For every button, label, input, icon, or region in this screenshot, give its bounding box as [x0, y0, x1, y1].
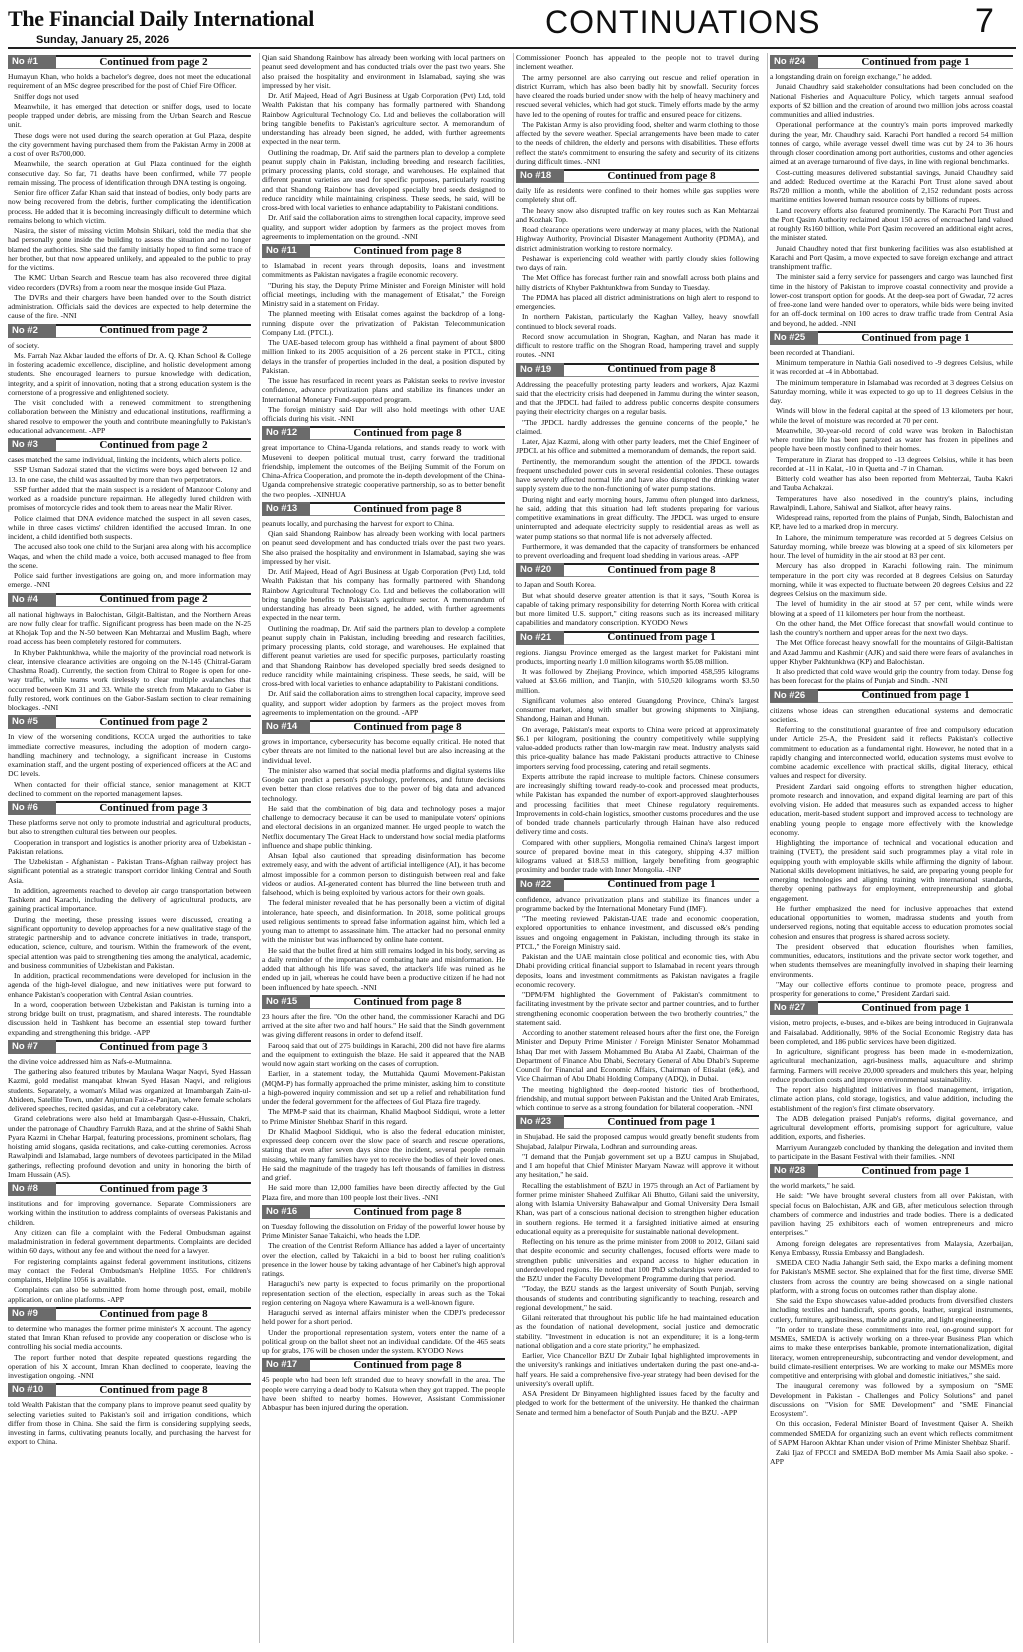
article-paragraph: Road clearance operations were underway at many places, with the National Highway Authority, Provincial Disaster Management Authority (PDMA), and district administration working to restore normalcy. [516, 225, 759, 253]
article-paragraph: Senior fire officer Zafar Khan said that instead of bodies, only body parts are now being recovered from the debris, further complicating the identification process. He added that it is becoming increasingly difficult to determine which remains belong to which victim. [8, 188, 251, 225]
continuation-number: No #16 [262, 1205, 310, 1219]
continued-from-label: Continued from page 8 [56, 1307, 251, 1321]
article-paragraph: Qian said Shandong Rainbow has already been working with local partners on peanut seed development and has conducted trials over the past two years. She also praised the hospitality and environment in Islamabad, saying she was impressed by her visit. [262, 53, 505, 90]
continuation-article [8, 438, 251, 590]
continued-from-label: Continued from page 1 [818, 55, 1013, 69]
continuation-header [516, 1115, 759, 1129]
article-paragraph: ASA President Dr Binyameen highlighted issues faced by the faculty and pledged to work for the betterment of the university. He thanked the chairman Senate and termed him a benefactor of South Punjab and the BZU. -APP [516, 1389, 759, 1417]
continuation-article [262, 244, 505, 423]
continuation-header [8, 1383, 251, 1397]
continuation-number: No #10 [8, 1383, 56, 1397]
article-paragraph: to determine who manages the former prime minister's X account. The agency stated that Imran Khan refused to provide any cooperation or disclose who is controlling his social media accounts. [8, 1323, 251, 1352]
continuation-number: No #17 [262, 1358, 310, 1372]
article-paragraph: During the meeting, these pressing issues were discussed, creating a significant opportunity to develop approaches for a new qualitative stage of the strategic partnership and to advance concrete initiatives in trade, transport, education, science, culture, and tourism. Within the framework of the event, special attention was paid to strengthening ties among the analytical, academic, and business communities of Uzbekistan and Pakistan. [8, 914, 251, 970]
article-paragraph: peanuts locally, and purchasing the harvest for export to China. [262, 518, 455, 528]
article-paragraph: Haraguchi served as internal affairs minister when the CDPJ's predecessor held power for a short period. [262, 1308, 505, 1327]
article-paragraph: Pakistan and the UAE maintain close political and economic ties, with Abu Dhabi providing critical financial support to Islamabad in recent years through deposits, loans and investment commitments as Pakistan navigates a fragile economic recovery. [516, 952, 759, 989]
column-3 [516, 53, 759, 1645]
article-paragraph: Mercury has also dropped in Karachi following rain. The minimum temperature in the port city was recorded at 8 degrees Celsius on Saturday morning, while it was expected to fluctuate between 20 degrees Celsius and 22 degrees Celsius on the maximum side. [770, 561, 1013, 598]
continued-from-label: Continued from page 1 [564, 1115, 759, 1129]
section-title: CONTINUATIONS [545, 4, 821, 40]
continuation-header [8, 438, 251, 452]
article-paragraph: Highlighting the importance of technical and vocational education and training (TVET), the president said such programmes play a vital role in equipping youth with employable skills while affirming the dignity of labour. National skills development initiatives, he said, are preparing young people for emerging technologies and aligning training with international standards, thereby opening pathways for employment, entrepreneurship and global engagement. [770, 838, 1013, 903]
article-paragraph: SSP Usman Sadozai stated that the victims were boys aged between 12 and 13. In one case, the child was assaulted by more than two perpetrators. [8, 465, 251, 484]
article-paragraph: During night and early morning hours, Jammu often plunged into darkness, he said, adding that this situation had left students preparing for various competitive examinations in great difficulty. The JPDCL was urged to ensure uninterrupted and adequate electricity supply to residential areas as well as water pump stations so that normal life is not adversely affected. [516, 494, 759, 541]
continuation-article [770, 55, 1013, 328]
continuation-number: No #9 [8, 1307, 56, 1321]
continuation-article [770, 1164, 1013, 1467]
article-paragraph: These dogs were not used during the search operation at Gul Plaza, despite the city government having purchased them from the Pakistan Army in 2008 at a cost of over Rs700,000. [8, 130, 251, 158]
continuation-article [516, 631, 759, 875]
article-paragraph: According to another statement released hours after the first one, the Foreign Minister and Deputy Prime Minister / Foreign Minister Senator Mohammad Ishaq Dar met with Jassem Mohammed Bu Ataba Al Zaabi, Chairman of the Department of Finance Abu Dhabi, Secretary General of Abu Dhabi's Supreme Council for Financial and Economic Affairs, Chairman of Etisalat (e&), and Vice Chairman of Abu Dhabi Holding Company (ADQ), in Dubai. [516, 1028, 759, 1084]
article-paragraph: Widespread rains, reported from the plains of Punjab, Sindh, Balochistan and KP, have led to a marked drop in mercury. [770, 513, 1013, 532]
article-paragraph: The heavy snow also disrupted traffic on key routes such as Kan Mehtarzai and Kozhak Top. [516, 205, 759, 224]
continuation-header [262, 244, 505, 258]
article-paragraph: The KMC Urban Search and Rescue team has also recovered three digital video recorders (DVRs) from a room near the mosque inside Gul Plaza. [8, 273, 251, 292]
article-paragraph: Ahsan Iqbal also cautioned that spreading disinformation has become extremely easy, and with the advent of artificial intelligence (AI), it has become almost impossible for a common person to distinguish between real and fake videos or audios. AI-generated content has blurred the line between truth and falsehood, which is being exploited by various actors for their own goals. [262, 851, 505, 897]
continued-from-label: Continued from page 8 [56, 1383, 251, 1397]
article-paragraph: Reflecting on his tenure as the prime minister from 2008 to 2012, Gilani said that despite economic and security challenges, focused efforts were made to strengthen public universities and expand access to higher education in underdeveloped regions. He noted that 100 PhD scholarships were awarded to the BZU under the Faculty Development Programme during that period. [516, 1237, 759, 1283]
continuation-header [516, 878, 759, 892]
continued-from-label: Continued from page 8 [310, 1205, 505, 1219]
article-paragraph: Among foreign delegates are representatives from Malaysia, Azerbaijan, Kenya Embassy, Russia Embassy and Bangladesh. [770, 1238, 1013, 1257]
continuation-article [8, 1182, 251, 1304]
article-paragraph: the divine voice addressed him as Nafs-e-Mutmainna. [8, 1056, 172, 1066]
article-paragraph: Humayun Khan, who holds a bachelor's degree, does not meet the educational requirement of an MSc degree prescribed for the post of Chief Fire Officer. [8, 72, 251, 91]
continuation-header [262, 426, 505, 440]
article-paragraph: Meanwhile, 30-year-old record of cold wave was broken in Balochistan where routine life has been paralyzed as water has frozen in pipelines and people have been mostly confined to their homes. [770, 425, 1013, 454]
continuation-number: No #27 [770, 1001, 818, 1015]
article-paragraph: He said: "We have brought several clusters from all over Pakistan, with special focus on Balochistan, AJK and GB, after meticulous selection through chambers of commerce and industries and trade bodies. There is a dedicated pavilion having 25 exhibitors each of women entrepreneurs and micro enterprises." [770, 1191, 1013, 1238]
article-paragraph: great importance to China-Uganda relations, and stands ready to work with Museveni to deepen political mutual trust, carry forward the traditional friendship, implement the outcomes of the Beijing Summit of the Forum on China-Africa Cooperation, and promote the in-depth development of the China-Uganda comprehensive strategic cooperative partnership, so as to better benefit the two peoples. -XINHUA [262, 443, 505, 499]
article-paragraph: The foreign ministry said Dar will also hold meetings with other UAE officials during his visit. -NNI [262, 404, 505, 423]
continuation-header [516, 169, 759, 183]
continuation-article [262, 1205, 505, 1356]
article-paragraph: In view of the worsening conditions, KCCA urged the authorities to take immediate corrective measures, including the adoption of modern cargo-handling machinery and technology, a significant increase in Customs examination staff, and the urgent posting of experienced officers at the AC and DC levels. [8, 732, 251, 779]
article-paragraph: He said that the bullet fired at him still remains lodged in his body, serving as a daily reminder of the importance of combating hate and misinformation. He added that although his life was saved, the attacker's life was ruined as he ended up in jail, whereas he could have been a productive citizen if he had not been influenced by hate speech. -NNI [262, 945, 505, 992]
article-paragraph: Compared with other suppliers, Mongolia remained China's largest import source of prepared bovine meat in this category, shipping 4.37 million kilograms valued at $18.53 million, largely benefiting from geographic proximity and border trade with Inner Mongolia. -INP [516, 837, 759, 875]
article-paragraph: Winds will blow in the federal capital at the speed of 13 kilometers per hour, while the level of moisture was recorded at 70 per cent. [770, 406, 1013, 425]
column-2 [262, 53, 505, 1645]
continuation-header [8, 593, 251, 607]
continued-from-label: Continued from page 2 [56, 324, 251, 338]
article-paragraph: He said more than 12,000 families have been directly affected by the Gul Plaza fire, and more than 100 people lost their lives. -NNI [262, 1183, 505, 1202]
article-paragraph: The planned meeting with Etisalat comes against the backdrop of a long-running dispute over the privatization of Pakistan Telecommunication Company Ltd. (PTCL). [262, 309, 505, 337]
continuation-number: No #14 [262, 720, 310, 734]
continuation-article [516, 878, 759, 1113]
continuation-number: No #2 [8, 324, 56, 338]
continuation-number: No #6 [8, 801, 56, 815]
continuation-header [262, 1205, 505, 1219]
continuation-article [770, 331, 1013, 686]
article-paragraph: Dr Khalid Maqbool Siddiqui, who is also the federal education minister, expressed deep concern over the slow pace of search and rescue operations, stating that even after seven days since the incident, several people remain missing, while many families have yet to receive the bodies of their loved ones. He said the magnitude of the tragedy has left thousands of families in distress and grief. [262, 1126, 505, 1182]
article-paragraph: The Pakistan Army is also providing food, shelter and warm clothing to those affected by the severe weather. Special arrangements have been made to cater to the needs of children, the elderly and persons with disabilities. These efforts reflect the state's commitment to ensuring the safety and security of its citizens during difficult times. -NNI [516, 119, 759, 166]
continuation-number: No #25 [770, 331, 818, 345]
article-paragraph: Land recovery efforts also featured prominently. The Karachi Port Trust and the Port Qasim Authority reclaimed about 150 acres of encroached land valued at roughly Rs160 billion, while Port Qasim recovered an additional eight acres, the minister stated. [770, 205, 1013, 243]
continued-from-label: Continued from page 2 [56, 715, 251, 729]
article-paragraph: Addressing the peacefully protesting party leaders and workers, Ajaz Kazmi said that the electricity crisis had deepened in Jammu during the winter season, and that the JPDCL had failed to address public concerns despite consumers paying their electricity charges on a regular basis. [516, 379, 759, 417]
continuation-number: No #1 [8, 55, 56, 69]
article-paragraph: For registering complaints against federal government institutions, citizens may contact the Federal Ombudsman's Helpline 1055. For children's complaints, Helpline 1056 is available. [8, 1256, 251, 1284]
article-paragraph: The Met Office has forecast further rain and snowfall across both plains and hilly districts of Khyber Pakhtunkhwa from Sunday to Tuesday. [516, 273, 759, 292]
page-number: 7 [975, 2, 994, 40]
article-paragraph: 23 hours after the fire. "On the other hand, the commissioner Karachi and DG arrived at the site after two and half hours." He said that the Sindh government was giving different reasons in order to defend itself. [262, 1011, 505, 1040]
continuation-header [770, 331, 1013, 345]
article-paragraph: The minimum temperature in Islamabad was recorded at 3 degrees Celsius on Saturday morning, while it was expected to go up to 11 degrees Celsius in the day. [770, 377, 1013, 405]
continuation-article [262, 502, 505, 717]
continued-from-label: Continued from page 1 [818, 689, 1013, 703]
article-paragraph: Cost-cutting measures delivered substantial savings, Junaid Chaudhry said and added: Reduced overtime at the Karachi Port Trust alone saved about Rs720 million a month, while the abolition of 2,152 redundant posts across maritime entities lowered human resource costs by billions of rupees. [770, 167, 1013, 205]
continued-from-label: Continued from page 1 [818, 1001, 1013, 1015]
article-paragraph: On average, Pakistan's meat exports to China were priced at approximately $6.1 per kilogram, positioning the country competitively while supplying value-added products rather than low-margin raw meat. Industry analysts said this price-quality balance has made Pakistani products attractive to Chinese importers serving food processing, catering and retail segments. [516, 724, 759, 771]
article-paragraph: Nasira, the sister of missing victim Mohsin Shikari, told the media that she had personally gone inside the building to assess the situation and no longer blamed the authorities. She said the family initially hoped to find some trace of her brother, but that now appeared unlikely, and appealed to the public to pray for the victims. [8, 226, 251, 272]
continuation-number: No #3 [8, 438, 56, 452]
article-paragraph: But what should deserve greater attention is that it says, "South Korea is capable of taking primary responsibility for deterring North Korea with critical but more limited U.S. support," citing reasons such as its increased military capabilities and mandatory conscription. KYODO News [516, 590, 759, 628]
continued-from-label: Continued from page 2 [56, 593, 251, 607]
article-paragraph: of society. [8, 340, 40, 350]
continued-from-label: Continued from page 1 [564, 878, 759, 892]
article-paragraph: In northern Pakistan, particularly the Kaghan Valley, heavy snowfall continued to block several roads. [516, 312, 759, 331]
continuation-header [8, 801, 251, 815]
article-paragraph: Marriyum Aurangzeb concluded by thanking the delegation and invited them to participate in the Basant Festival with their families. -NNI [770, 1142, 1013, 1161]
article-paragraph: Qian said Shandong Rainbow has already been working with local partners on peanut seed development and has conducted trials over the past two years. She also praised the hospitality and environment in Islamabad, saying she was impressed by her visit. [262, 529, 505, 566]
continuation-number: No #19 [516, 363, 564, 377]
continuation-number: No #15 [262, 995, 310, 1009]
newspaper-title: The Financial Daily International [8, 6, 315, 31]
article-paragraph: "The meeting reviewed Pakistan-UAE trade and economic cooperation, explored opportunities to enhance investment, and discussed e&'s pending issues and ongoing engagement in Pakistan, including through its stake in PTCL," the Foreign Ministry said. [516, 914, 759, 951]
masthead-rule [8, 47, 1016, 49]
article-paragraph: "The JPDCL hardly addresses the genuine concerns of the people," he claimed. [516, 417, 759, 436]
continuation-header [8, 715, 251, 729]
article-paragraph: The federal minister revealed that he has personally been a victim of digital intolerance, hate speech, and disinformation. In 2018, some political groups used religious sentiments to spread false information against him, which led a young man to attempt to assassinate him. The attacker had no personal enmity with the minister but was influenced by online hate content. [262, 898, 505, 945]
article-paragraph: Gilani reiterated that throughout his public life he had maintained education as the foundation of national development, social justice and democratic stability. "Investment in education is not an expenditure; it is a long-term national obligation and a core state priority," he emphasized. [516, 1313, 759, 1350]
continued-from-label: Continued from page 1 [564, 631, 759, 645]
article-paragraph: a longstanding drain on foreign exchange," he added. [770, 72, 932, 81]
article-paragraph: Later, Ajaz Kazmi, along with other party leaders, met the Chief Engineer of JPDCL at his office and submitted a memorandum of demands, the report said. [516, 437, 759, 456]
article-paragraph: The Uzbekistan - Afghanistan - Pakistan Trans-Afghan railway project has significant potential as a strategic transport corridor linking Central and South Asia. [8, 857, 251, 885]
article-paragraph: The gathering also featured tributes by Maulana Waqar Naqvi, Syed Hassan Kazmi, gold medalist manqabat khwan Syed Hasan Naqvi, and religious students. Separately, a woman's Milad was organized at Imambargah Zain-ul-Abideen, Satellite Town, under Anjuman Faiz-e-Panjtan, where female scholars delivered speeches, recited qasidas, and cut a celebratory cake. [8, 1067, 251, 1113]
continuation-article [8, 801, 251, 1037]
article-paragraph: The visit concluded with a renewed commitment to strengthening collaboration between the Ministry and educational institutions, reaffirming a shared resolve to empower the youth and contribute meaningfully to Pakistan's educational advancement. -APP [8, 398, 251, 435]
continuation-number: No #20 [516, 563, 564, 577]
continuation-number: No #23 [516, 1115, 564, 1129]
article-paragraph: It also predicted that cold wave would grip the country from today. Dense fog has been forecast for the plains of Punjab and Sindh. -NNI [770, 667, 1013, 686]
article-paragraph: Zaki Ijaz of FPCCI and SMEDA BoD member Ms Amia Saail also spoke. -APP [770, 1448, 1013, 1467]
continuation-header [8, 324, 251, 338]
continuation-number: No #4 [8, 593, 56, 607]
continuation-header [516, 563, 759, 577]
article-paragraph: "During his stay, the Deputy Prime Minister and Foreign Minister will hold official meetings, including with the management of Etisalat," the Foreign Ministry said in a statement on Friday. [262, 280, 505, 308]
continuation-header [262, 1358, 505, 1372]
article-paragraph: Record snow accumulation in Shogran, Kaghan, and Naran has made it difficult to restore traffic on the Shogran Road, hampering travel and supply routes. -NNI [516, 331, 759, 360]
article-paragraph: to Japan and South Korea. [516, 580, 596, 590]
article-paragraph: Pertinently, the memorandum sought the attention of the JPDCL towards frequent unscheduled power cuts in several residential colonies. These outages have severely affected normal life and have also disrupted the drinking water supply system due to the non-functioning of water pump stations. [516, 456, 759, 494]
article-paragraph: On this occasion, Federal Minister Board of Investment Qaiser A. Sheikh commended SMEDA for organizing such an event which reflects commitment of SAPM Haroon Akhtar Khan under vision of Prime Minister Shehbaz Sharif. [770, 1419, 1013, 1447]
continuation-number: No #13 [262, 502, 310, 516]
continuation-header [8, 1182, 251, 1196]
column-4 [770, 53, 1013, 1645]
article-paragraph: Operational performance at the country's main ports improved markedly during the year, Mr. Chaudhry said. Karachi Port handled a record 54 million tonnes of cargo, while average vessel dwell time was cut by 24 to 36 hours through closer coordination among port authorities, customs and other agencies aimed at an average turnaround of five days, in line with regional benchmarks. [770, 120, 1013, 167]
article-paragraph: Meanwhile, it has emerged that detection or sniffer dogs, used to locate people trapped under debris, are missing from the Urban Search and Rescue unit. [8, 101, 251, 130]
article-paragraph: Dr. Atif said the collaboration aims to strengthen local capacity, improve seed quality, and support wider adoption by farmers as the project moves from agreements to implementation on the ground. -APP [262, 689, 505, 717]
article-paragraph: The issue has resurfaced in recent years as Pakistan seeks to revive investor confidence, advance privatization plans and stabilize its finances under an International Monetary Fund-supported program. [262, 376, 505, 404]
article-paragraph: Farooq said that out of 275 buildings in Karachi, 200 did not have fire alarms and the equipment to extinguish the blaze. He said it appeared that the NAB would now again start working on the cases of corruption. [262, 1040, 505, 1068]
article-paragraph: Cooperation in transport and logistics is another priority area of Uzbekistan - Pakistan relations. [8, 837, 251, 856]
continuation-header [262, 502, 505, 516]
continuation-article [516, 1115, 759, 1417]
continuation-number: No #24 [770, 55, 818, 69]
column-1 [8, 53, 251, 1645]
article-paragraph: The Met Office forecast heavy snowfall for the mountains of Gilgit-Baltistan and Azad Jammu and Kashmir (AJK) and said there were fears of avalanches in upper Khyber Pakhtunkhwa (KP) and Balochistan. [770, 638, 1013, 666]
continuation-article [516, 53, 759, 166]
continuation-header [516, 363, 759, 377]
continued-from-label: Continued from page 8 [310, 244, 505, 258]
continuation-header [516, 631, 759, 645]
article-paragraph: The inaugural ceremony was followed by a symposium on "SME Development in Pakistan - Challenges and Policy Solutions" and panel discussions on "Vision for SME Development" and "SME Financial Ecosystem". [770, 1381, 1013, 1418]
article-paragraph: Recalling the establishment of BZU in 1975 through an Act of Parliament by former prime minister Shaheed Zulfikar Ali Bhutto, Gilani said the university, along with Islamia University Bahawalpur and Gomal University Dera Ismail Khan, was part of a conscious national decision to strengthen higher education in southern regions. He termed it a farsighted initiative aimed at ensuring educational equity as a prerequisite for sustainable national development. [516, 1180, 759, 1236]
article-paragraph: Earlier, in a statement today, the Muttahida Qaumi Movement-Pakistan (MQM-P) has formally approached the prime minister, asking him to constitute a high-powered inquiry commission and set up a relief and rehabilitation fund under the federal government for the affectees of Gul Plaza fire tragedy. [262, 1069, 505, 1106]
article-paragraph: institutions and for improving governance. Separate Commissioners are working within the institution to address complaints of overseas Pakistanis and children. [8, 1199, 251, 1227]
article-paragraph: Sniffer dogs not used [14, 91, 79, 101]
continued-from-label: Continued from page 8 [310, 720, 505, 734]
article-paragraph: Grand celebrations were also held at Imambargah Qasr-e-Hussain, Chakri, under the patronage of Chaudhry Farrukh Raza, and at the shrine of Sakhi Shah Pyara Kazmi in Chehar Harpal, featuring processions, prominent scholars, flag hoisting amid slogans, qasida recitations, and cake-cutting ceremonies. Across Rawalpindi and Islamabad, large numbers of devotees participated in the Milad gatherings, reflecting profound devotion and unity in honoring the birth of Imam Hussain (AS). [8, 1114, 251, 1179]
article-paragraph: In agriculture, significant progress has been made in e-modernization, agricultural mechanization, agri-business malls, aquaculture and shrimp farming. Farmers will receive 20,000 spreaders and mulchers this year, helping reduce production costs and improve environmental sustainability. [770, 1047, 1013, 1084]
article-paragraph: The report further noted that despite repeated questions regarding the operation of his X account, Imran Khan declined to cooperate, leaving the investigation ongoing. -NNI [8, 1352, 251, 1380]
article-paragraph: regions. Jiangsu Province emerged as the largest market for Pakistani mint products, importing nearly 1.0 million kilograms worth $5.08 million. [516, 647, 759, 666]
article-paragraph: The army personnel are also carrying out rescue and relief operation in district Kurram, which has also been badly hit by snowfall. Security forces have cleared the roads buried under snow with the help of heavy machinery and rescued several vehicles, which had got stuck. Timely efforts made by the army have led to the opening of routes for traffic and ensured peace for citizens. [516, 72, 759, 119]
article-paragraph: The MPM-P said that its chairman, Khalid Maqbool Siddiqui, wrote a letter to Prime Minister Shehbaz Sharif in this regard. [262, 1107, 505, 1126]
article-paragraph: Minimum temperature in Nathia Gali nosedived to -9 degrees Celsius, while it was recorded at -4 in Abbottabad. [770, 358, 1013, 377]
article-paragraph: The meeting highlighted the deep-rooted historic ties of brotherhood, friendship, and mutual support between Pakistan and the United Arab Emirates, which continue to serve as a strong foundation for bilateral cooperation. -NNI [516, 1084, 759, 1112]
article-paragraph: The UAE-based telecom group has withheld a final payment of about $800 million linked to its 2005 acquisition of a 26 percent stake in PTCL, citing delays in the transfer of properties included in the deal, a position disputed by Pakistan. [262, 338, 505, 375]
article-paragraph: SSP further added that the main suspect is a resident of Manzoor Colony and worked as a roadside puncture repairman. He allegedly lured children with promises of motorcycle rides and took them to areas near the Malir River. [8, 484, 251, 513]
article-paragraph: These platforms serve not only to promote industrial and agricultural products, but also to strengthen cultural ties between our peoples. [8, 818, 251, 837]
continued-from-label: Continued from page 8 [310, 995, 505, 1009]
continuation-number: No #21 [516, 631, 564, 645]
article-paragraph: Commissioner Poonch has appealed to the people not to travel during inclement weather. [516, 53, 759, 72]
continuation-article [770, 1001, 1013, 1161]
continuation-header [262, 720, 505, 734]
article-paragraph: "I demand that the Punjab government set up a BZU campus in Shujabad, and I am hopeful that Chief Minister Maryam Nawaz will approve it without any hesitation," he said. [516, 1151, 759, 1180]
continuation-number: No #5 [8, 715, 56, 729]
article-paragraph: "DPM/FM highlighted the Government of Pakistan's commitment to facilitating investment by the private sector and partner countries, and to further strengthening economic cooperation between the two brotherly countries," the statement said. [516, 990, 759, 1027]
article-paragraph: to Islamabad in recent years through deposits, loans and investment commitments as Pakistan navigates a fragile economic recovery. [262, 261, 505, 280]
article-paragraph: in Shujabad. He said the proposed campus would greatly benefit students from Shujabad, Jalalpur Pirwala, Lodhran and surrounding areas. [516, 1132, 759, 1151]
article-paragraph: Complaints can also be submitted from home through post, email, mobile application, or online platforms. -APP [8, 1285, 251, 1304]
continuation-article [262, 995, 505, 1202]
continuation-header [770, 55, 1013, 69]
continuation-article [516, 169, 759, 360]
continuation-header [8, 1307, 251, 1321]
article-paragraph: When contacted for their official stance, senior management at KICT declined to comment on the reported management lapses. [8, 779, 251, 798]
continuation-article [8, 715, 251, 798]
continuation-article [8, 593, 251, 713]
continued-from-label: Continued from page 1 [818, 331, 1013, 345]
article-paragraph: citizens whose ideas can strengthen educational systems and democratic societies. [770, 705, 1013, 724]
article-paragraph: The DVRs and their chargers have been handed over to the South district administration. Officials said the devices are expected to help determine the cause of the fire. -NNI [8, 292, 251, 321]
article-paragraph: In addition, agreements reached to develop air cargo transportation between Tashkent and Karachi, including the delivery of agricultural products, are gaining practical importance. [8, 885, 251, 914]
article-paragraph: 45 people who had been left stranded due to heavy snowfall in the area. The people were carrying a dead body to Kalsuta when they got trapped. The people have been shifted to nearby homes. However, Assistant Commissioner Abbaspur has been injured during the operation. [262, 1375, 505, 1412]
article-paragraph: In Lahore, the minimum temperature was recorded at 5 degrees Celsius on Saturday morning, while breeze was blowing at a speed of six kilometers per hour. The level of humidity in the air stood at 83 per cent. [770, 532, 1013, 560]
article-paragraph: Furthermore, it was demanded that the capacity of transformers be enhanced to prevent overloading and frequent load shedding in various areas. -APP [516, 541, 759, 560]
continuation-header [770, 1001, 1013, 1015]
article-paragraph: daily life as residents were confined to their homes while gas supplies were completely shut off. [516, 186, 759, 205]
article-paragraph: Significant volumes also entered Guangdong Province, China's largest consumer market, along with smaller but growing shipments to Xinjiang, Shandong, Hainan and Hunan. [516, 695, 759, 724]
continuation-header [770, 1164, 1013, 1178]
article-paragraph: cases matched the same individual, linking the incidents, which alerts police. [8, 455, 242, 464]
article-paragraph: He further emphasized the need for inclusive approaches that extend educational opportunities to women, madrassa students and youth from underserved regions, noting that equitable access to education promotes social cohesion and ensures that progress is shared across society. [770, 903, 1013, 941]
article-paragraph: Earlier, Vice Chancellor BZU Dr Zubair Iqbal highlighted improvements in the university's rankings and initiatives undertaken during the past one-and-a-half years. He said a comprehensive five-year strategy had been devised for the university's overall uplift. [516, 1351, 759, 1388]
article-paragraph: It was followed by Zhejiang Province, which imported 458,595 kilograms valued at $3.66 million, and Tianjin, with 510,520 kilograms worth $3.50 million. [516, 667, 759, 695]
article-paragraph: Dr. Atif said the collaboration aims to strengthen local capacity, improve seed quality, and support wider adoption by farmers as the project moves from agreements to implementation on the ground. -NNI [262, 213, 505, 241]
article-paragraph: Peshawar is experiencing cold weather with partly cloudy skies following two days of rain. [516, 253, 759, 272]
continuation-number: No #8 [8, 1182, 56, 1196]
continuation-number: No #28 [770, 1164, 818, 1178]
continuation-article [8, 1307, 251, 1381]
article-paragraph: Haraguchi's new party is expected to focus primarily on the proportional representation section of the election, especially in areas such as the Tokai region centering on Nagoya where Kawamura is a well-known figure. [262, 1279, 505, 1307]
article-paragraph: The minister said a ferry service for passengers and cargo was launched first time in the history of Pakistan to improve coastal connectivity and provide a lower-cost transport option for goods. At the deep-sea port of Gwadar, 72 acres of free-zone land were handed over to operators, while bids were being invited for an off-dock terminal on 100 acres to draw traffic trade from Central Asia and beyond, he added. -NNI [770, 272, 1013, 328]
continuation-article [8, 324, 251, 436]
article-paragraph: In Khyber Pakhtunkhwa, while the majority of the provincial road network is clear, intensive clearance activities are ongoing on the N-145 (Chitral-Garam Chashma Road). Currently, the section from Chitral to Rogee is open for one-way traffic, while teams work tirelessly to clear multiple avalanches that occurred between Km 31 and 33. While the stretch from Makardu to Gaber is fully restored, work continues on the Gabor-Saslam section to clear remaining blockages. -NNI [8, 647, 251, 712]
article-paragraph: The level of humidity in the air stood at 57 per cent, while winds were blowing at a speed of 11 kilometers per hour from the northeast. [770, 599, 1013, 618]
article-paragraph: "May our collective efforts continue to promote peace, progress and prosperity for generations to come," President Zardari said. [770, 979, 1013, 998]
continued-from-label: Continued from page 2 [56, 438, 251, 452]
continued-from-label: Continued from page 3 [56, 801, 251, 815]
article-paragraph: In addition, practical recommendations were developed for inclusion in the agenda of the high-level dialogue, and new initiatives were put forward to enhance Pakistan's cooperation with Central Asian countries. [8, 971, 251, 999]
article-paragraph: on Tuesday following the dissolution on Friday of the powerful lower house by Prime Minister Sanae Takaichi, who heads the LDP. [262, 1221, 505, 1240]
article-paragraph: Experts attribute the rapid increase to multiple factors. Chinese consumers are increasingly shifting toward ready-to-cook and processed meat products, while Pakistan has expanded the number of export-approved slaughterhouses and processing facilities that meet Chinese regulatory requirements. Improvements in cold-chain logistics, smoother customs procedures and the use of bonded trade channels particularly through Hainan have also reduced delivery time and costs. [516, 771, 759, 837]
article-paragraph: In a word, cooperation between Uzbekistan and Pakistan is turning into a strong bridge built on trust, pragmatism, and shared interests. The roundtable discussion held in Tashkent has become an essential step toward further expanding and strengthening this bridge. -APP [8, 999, 251, 1037]
continued-from-label: Continued from page 2 [56, 55, 251, 69]
continuation-article [8, 1040, 251, 1179]
continuation-number: No #22 [516, 878, 564, 892]
article-paragraph: Bitterly cold weather has also been reported from Mehterzai, Tauba Kakri and Tauba Achakzai. [770, 474, 1013, 493]
continuation-header [770, 689, 1013, 703]
article-paragraph: She said the Expo showcases value-added products from diversified clusters including textiles and handicraft, sports goods, leather, surgical instruments, cutlery, furniture, agribusiness, marble and granite, and light engineering. [770, 1296, 1013, 1324]
article-paragraph: Dr. Atif Majeed, Head of Agri Business at Ugab Corporation (Pvt) Ltd, told Wealth Pakistan that his company has formally partnered with Shandong Rainbow Agricultural Technology Co. Ltd and believes the collaboration will bring tangible benefits to Pakistan's agriculture sector. A memorandum of understanding has already been signed, he added, with further agreements expected in the near term. [262, 567, 505, 623]
continuation-article [8, 55, 251, 321]
article-paragraph: Outlining the roadmap, Dr. Atif said the partners plan to develop a complete peanut supply chain in Pakistan, including breeding and research facilities, primary processing plants, cold storage, and warehouses. He explained that different peanut varieties are used for specific purposes, particularly roasting and that Shandong Rainbow has developed specially bred seeds designed to reduce rancidity while maintaining crispiness. These seeds, he said, will be cross-bred with local varieties to enhance adaptability to Pakistani conditions. [262, 623, 505, 688]
article-paragraph: grows in importance, cybersecurity has become equally critical. He noted that cyber threats are not limited to the national level but are also increasing at the individual level. [262, 737, 505, 765]
continuation-article [262, 426, 505, 499]
article-paragraph: been recorded at Thandiani. [770, 347, 855, 357]
continuation-article [770, 689, 1013, 999]
article-paragraph: "Today, the BZU stands as the largest university of South Punjab, serving thousands of students and contributing significantly to teaching, research and regional development," he said. [516, 1284, 759, 1312]
continuation-article [516, 363, 759, 561]
issue-date: Sunday, January 25, 2026 [36, 34, 170, 46]
columns-container [8, 53, 1016, 1645]
article-paragraph: The report also highlighted initiatives in flood management, irrigation, climate action plans, cold storage, logistics, and value addition, including the establishment of the region's first climate observatory. [770, 1085, 1013, 1113]
continued-from-label: Continued from page 3 [56, 1040, 251, 1054]
continued-from-label: Continued from page 1 [818, 1164, 1013, 1178]
continuation-article [262, 1358, 505, 1412]
article-paragraph: President Zardari said ongoing efforts to strengthen higher education, promote research and innovation, and expand digital learning are part of this evolving vision. He added that measures such as expanded access to higher education, merit-based student support and improved access to technology are enabling young people to engage more effectively with the knowledge economy. [770, 781, 1013, 837]
article-paragraph: vision, metro projects, e-buses, and e-bikes are being introduced in Gujranwala and Faisalabad. Additionally, 98% of the Social Economic Registry data has been completed, and 186 public services have been digitized. [770, 1018, 1013, 1046]
article-paragraph: Police claimed that DNA evidence matched the suspect in all seven cases, while in three cases victims' children identified the accused Imran. In one incident, a child identified both suspects. [8, 513, 251, 541]
continuation-header [262, 995, 505, 1009]
continuation-number: No #26 [770, 689, 818, 703]
continuation-number: No #12 [262, 426, 310, 440]
article-paragraph: Meanwhile, the search operation at Gul Plaza continued for the eighth consecutive day. So far, 71 deaths have been confirmed, while 77 people remain missing. The process of identification through DNA testing is ongoing. [8, 159, 251, 187]
article-paragraph: The ADB delegation praised Punjab's reforms, digital governance, and agricultural development efforts, promising support for agriculture, value addition, exports, and fisheries. [770, 1113, 1013, 1142]
masthead [0, 0, 1023, 50]
article-paragraph: the world markets," he said. [770, 1181, 855, 1190]
article-paragraph: The minister also warned that social media platforms and digital systems like Google can predict a person's psychology, preferences, and future decisions even better than close relatives due to the power of big data and advanced technology. [262, 765, 505, 803]
article-paragraph: Any citizen can file a complaint with the Federal Ombudsman against maladministration in federal government departments. Complaints are decided within 60 days, without any fee and without the need for a lawyer. [8, 1227, 251, 1256]
continuation-number: No #18 [516, 169, 564, 183]
article-paragraph: confidence, advance privatization plans and stabilize its finances under a programme backed by the International Monetary Fund (IMF). [516, 894, 759, 913]
continued-from-label: Continued from page 8 [310, 502, 505, 516]
article-paragraph: all national highways in Balochistan, Gilgit-Baltistan, and the Northern Areas are now fully clear for traffic. Significant progress has been made on the N-25 at Khojak Top and the N-50 between Kan Mehtarzai and Muslim Bagh, where road access has been completely restored for commuters. [8, 609, 251, 647]
article-paragraph: He said that the combination of big data and technology poses a major challenge to democracy because it can be used to manipulate voters' opinions and electoral decisions in an organized manner. He urged people to watch the Netflix documentary The Great Hack to understand how social media platforms influence and shape public thinking. [262, 803, 505, 850]
article-paragraph: Referring to the constitutional guarantee of free and compulsory education under Article 25-A, the President said it reflects Pakistan's collective commitment to education as a fundamental right. However, he noted that in a rapidly changing and interconnected world, education systems must evolve to combine academic excellence with practical skills, digital literacy, ethical values and respect for diversity. [770, 725, 1013, 781]
continuation-header [8, 55, 251, 69]
article-paragraph: Junaid Chaudhry noted that first bunkering facilities was also established at Karachi and Port Qasim, a move expected to save foreign exchange and attract transhipment traffic. [770, 243, 1013, 271]
article-paragraph: SMEDA CEO Nadia Jahangir Seth said, the Expo marks a defining moment for Pakistan's MSME sector. She explained that for the first time, diverse SME clusters from across the country are being showcased on a single national platform, with a strong focus on outcomes rather than display alone. [770, 1258, 1013, 1295]
continued-from-label: Continued from page 8 [564, 363, 759, 377]
article-paragraph: "In order to translate these commitments into real, on-ground support for MSMEs, SMEDA is actively working on a three-year Business Plan which aims to make these enterprises bankable, promote internationalization, digital literacy, women entrepreneurship, subcontracting and vendor development, and build climate-resilient enterprises. We are working to make our MSMEs more competitive and enterprising with global and domestic initiatives," she said. [770, 1324, 1013, 1380]
article-paragraph: The creation of the Centrist Reform Alliance has added a layer of uncertainty over the election, called by Takaichi in a bid to boost her ruling coalition's presence in the lower house by taking advantage of her Cabinet's high approval ratings. [262, 1241, 505, 1278]
article-paragraph: Junaid Chaudhry said stakeholder consultations had been concluded on the National Fisheries and Aquaculture Policy, which targets annual seafood exports of $2 billion and the creation of around two million jobs across coastal communities and allied industries. [770, 82, 1013, 119]
article-paragraph: Under the proportional representation system, voters enter the name of a political group on the ballot sheet not an individual candidate. Of the 465 seats up for grabs, 176 will be chosen under the system. KYODO News [262, 1327, 505, 1355]
article-paragraph: told Wealth Pakistan that the company plans to improve peanut seed quality by selecting varieties suited to Pakistan's soil and irrigation conditions, which differ from those in China. She said the firm is considering supplying seeds, investing in farms, cultivating peanuts locally, and purchasing the harvest for export to China. [8, 1400, 251, 1447]
article-paragraph: The accused also took one child to the Surjani area along with his accomplice Waqas, and when the child made a voice, both accused managed to flee from the scene. [8, 542, 251, 570]
article-paragraph: Ms. Farrah Naz Akbar lauded the efforts of Dr. A. Q. Khan School & College in fostering academic excellence, discipline, and holistic development among students. She encouraged learners to pursue knowledge with dedication, integrity, and a spirit of innovation, noting that a strong education system is the cornerstone of a progressive and enlightened society. [8, 350, 251, 397]
article-paragraph: On the other hand, the Met Office forecast that snowfall would continue to lash the country's northern and upper areas for the next two days. [770, 618, 1013, 637]
continuation-article [262, 53, 505, 241]
continued-from-label: Continued from page 8 [564, 563, 759, 577]
continued-from-label: Continued from page 8 [310, 426, 505, 440]
continued-from-label: Continued from page 3 [56, 1182, 251, 1196]
continuation-header [8, 1040, 251, 1054]
continuation-article [8, 1383, 251, 1446]
article-paragraph: Police said further investigations are going on, and more information may emerge. -NNI [8, 571, 251, 590]
article-paragraph: Temperature in Ziarat has dropped to -13 degrees Celsius, while it has been recorded at -11 in Kalat, -10 in Quetta and -7 in Chaman. [770, 454, 1013, 473]
continued-from-label: Continued from page 8 [564, 169, 759, 183]
continuation-number: No #7 [8, 1040, 56, 1054]
continuation-article [262, 720, 505, 992]
article-paragraph: Outlining the roadmap, Dr. Atif said the partners plan to develop a complete peanut supply chain in Pakistan, including breeding and research facilities, primary processing plants, cold storage, and warehouses. He explained that different peanut varieties are used for specific purposes, particularly roasting and that Shandong Rainbow has developed specially bred seeds designed to reduce rancidity while maintaining crispiness. These seeds, he said, will be cross-bred with local varieties to enhance adaptability to Pakistani conditions. [262, 147, 505, 212]
article-paragraph: The president observed that education flourishes when families, communities, educators, institutions and the private sector work together, and when students themselves are meaningfully involved in shaping their learning environments. [770, 941, 1013, 979]
article-paragraph: Temperatures have also nosedived in the country's plains, including Rawalpindi, Lahore, Sahiwal and Sialkot, after heavy rains. [770, 493, 1013, 512]
continuation-article [516, 563, 759, 627]
continuation-number: No #11 [262, 244, 310, 258]
article-paragraph: Dr. Atif Majeed, Head of Agri Business at Ugab Corporation (Pvt) Ltd, told Wealth Pakistan that his company has formally partnered with Shandong Rainbow Agricultural Technology Co. Ltd and believes the collaboration will bring tangible benefits to Pakistan's agriculture sector. A memorandum of understanding has already been signed, he added, with further agreements expected in the near term. [262, 91, 505, 147]
article-paragraph: The PDMA has placed all district administrations on high alert to respond to emergencies. [516, 292, 759, 311]
continued-from-label: Continued from page 8 [310, 1358, 505, 1372]
